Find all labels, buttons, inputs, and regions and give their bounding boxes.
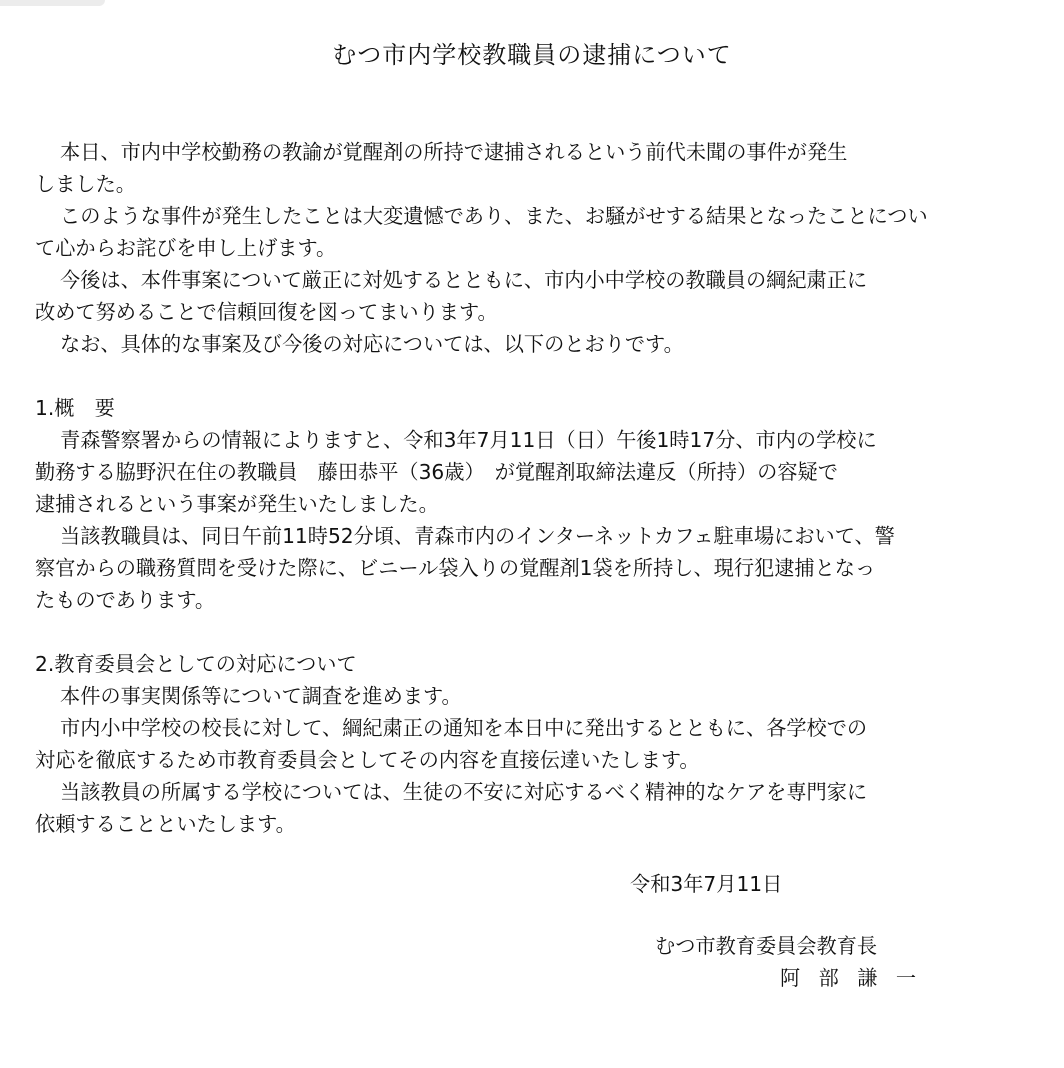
scan-corner-shade xyxy=(0,0,105,6)
paragraph-gap xyxy=(35,360,1025,392)
response-line: 対応を徹底するため市教育委員会としてその内容を直接伝達いたします。 xyxy=(35,748,700,772)
issuing-organization: むつ市教育委員会教育長 xyxy=(655,934,878,958)
intro-line: なお、具体的な事案及び今後の対応については、以下のとおりです。 xyxy=(60,332,684,356)
overview-line: 察官からの職務質問を受けた際に、ビニール袋入りの覚醒剤1袋を所持し、現行犯逮捕となっ xyxy=(35,556,876,580)
response-line: 本件の事実関係等について調査を進めます。 xyxy=(60,684,462,708)
section-heading-response: 2.教育委員会としての対応について xyxy=(35,652,357,676)
overview-line: 当該教職員は、同日午前11時52分頃、青森市内のインターネットカフェ駐車場において、警 xyxy=(60,524,895,548)
document-body xyxy=(35,136,1025,840)
intro-line: 本日、市内中学校勤務の教諭が覚醒剤の所持で逮捕されるという前代未聞の事件が発生 xyxy=(60,140,848,164)
intro-line: 今後は、本件事案について厳正に対処するとともに、市内小中学校の教職員の綱紀粛正に xyxy=(60,268,868,292)
overview-line: 勤務する脇野沢在住の教職員 藤田恭平（36歳） が覚醒剤取締法違反（所持）の容疑で xyxy=(35,460,838,484)
intro-line: て心からお詫びを申し上げます。 xyxy=(35,236,337,260)
overview-line: たものであります。 xyxy=(35,588,216,612)
intro-line: このような事件が発生したことは大変遺憾であり、また、お騒がせする結果となったことについ xyxy=(60,204,928,228)
intro-line: しました。 xyxy=(35,172,136,196)
response-line: 依頼することといたします。 xyxy=(35,812,296,836)
overview-line: 青森警察署からの情報によりますと、令和3年7月11日（日）午後1時17分、市内の学校に xyxy=(60,428,877,452)
response-line: 当該教員の所属する学校については、生徒の不安に対応するべく精神的なケアを専門家に xyxy=(60,780,868,804)
document-title: むつ市内学校教職員の逮捕について xyxy=(332,41,732,69)
overview-line: 逮捕されるという事案が発生いたしました。 xyxy=(35,492,439,516)
paragraph-gap xyxy=(35,616,1025,648)
signer-name: 阿 部 謙 一 xyxy=(780,966,917,990)
document-date: 令和3年7月11日 xyxy=(630,872,783,896)
response-line: 市内小中学校の校長に対して、綱紀粛正の通知を本日中に発出するとともに、各学校での xyxy=(60,716,868,740)
section-heading-overview: 1.概 要 xyxy=(35,396,115,420)
intro-line: 改めて努めることで信頼回復を図ってまいります。 xyxy=(35,300,498,324)
